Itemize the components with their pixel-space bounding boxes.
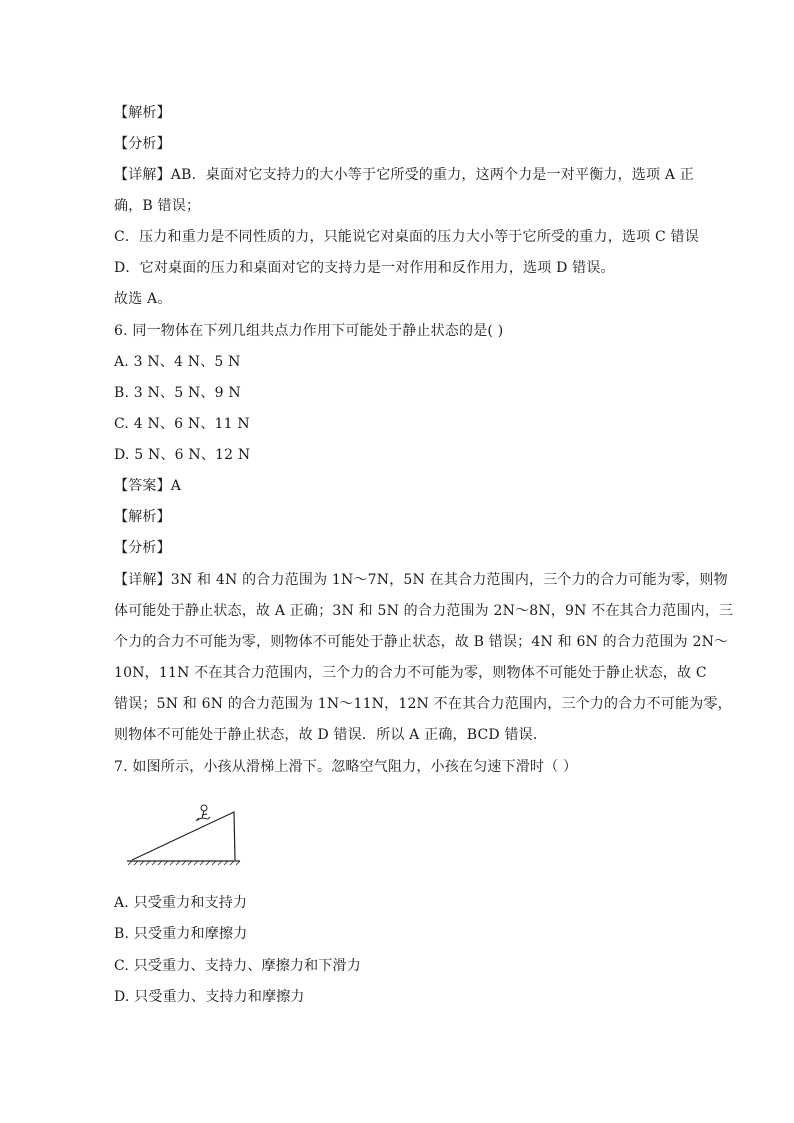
- question-7-option-b: B. 只受重力和摩擦力: [114, 926, 248, 942]
- detail-text-line: 则物体不可能处于静止状态，故 D 错误．所以 A 正确，BCD 错误．: [114, 727, 548, 743]
- slide-figure: [126, 798, 241, 868]
- slide-incline: [132, 812, 235, 860]
- detail-text-line: 个力的合力不可能为零，则物体不可能处于静止状态，故 B 错误；4N 和 6N 的合力范围为 2N～: [114, 634, 729, 650]
- detail-text-line: 错误；5N 和 6N 的合力范围为 1N～11N，12N 不在其合力范围内，三个力的合力不可能为零，: [114, 696, 732, 712]
- conclusion-text: 故选 A。: [114, 291, 172, 307]
- question-6-option-b: B. 3 N、5 N、9 N: [114, 385, 241, 401]
- detail-text-line: 确，B 错误；: [114, 198, 201, 214]
- detail-text-line: D．它对桌面的压力和桌面对它的支持力是一对作用和反作用力，选项 D 错误。: [114, 260, 615, 276]
- section-label-fenxi: 【分析】: [114, 136, 171, 152]
- section-label-jiexi: 【解析】: [114, 509, 171, 525]
- question-7-stem: 7. 如图所示，小孩从滑梯上滑下。忽略空气阻力，小孩在匀速下滑时（ ）: [114, 759, 578, 775]
- detail-text-line: 【详解】3N 和 4N 的合力范围为 1N～7N，5N 在其合力范围内，三个力的合力可能为零，则物: [114, 572, 728, 588]
- section-label-fenxi: 【分析】: [114, 540, 171, 556]
- question-7-option-d: D. 只受重力、支持力和摩擦力: [114, 989, 305, 1005]
- question-6-answer: 【答案】A: [114, 478, 182, 494]
- detail-text-line: 10N，11N 不在其合力范围内，三个力的合力不可能为零，则物体不可能处于静止状态，故 C: [114, 665, 707, 681]
- question-6-option-a: A. 3 N、4 N、5 N: [114, 354, 241, 370]
- question-6-option-d: D. 5 N、6 N、12 N: [114, 447, 251, 463]
- detail-text-line: 体可能处于静止状态，故 A 正确；3N 和 5N 的合力范围为 2N～8N，9N 不在其合力范围内，三: [114, 603, 734, 619]
- detail-text-line: 【详解】AB．桌面对它支持力的大小等于它所受的重力，这两个力是一对平衡力，选项 A 正: [114, 167, 695, 183]
- question-7-option-a: A. 只受重力和支持力: [114, 895, 248, 911]
- question-6-stem: 6. 同一物体在下列几组共点力作用下可能处于静止状态的是( ): [114, 323, 504, 339]
- section-label-jiexi: 【解析】: [114, 105, 171, 121]
- detail-text-line: C．压力和重力是不同性质的力，只能说它对桌面的压力大小等于它所受的重力，选项 C 错误: [114, 229, 699, 245]
- question-6-option-c: C. 4 N、6 N、11 N: [114, 416, 250, 432]
- question-7-option-c: C. 只受重力、支持力、摩擦力和下滑力: [114, 958, 361, 974]
- child-figure: [196, 805, 210, 821]
